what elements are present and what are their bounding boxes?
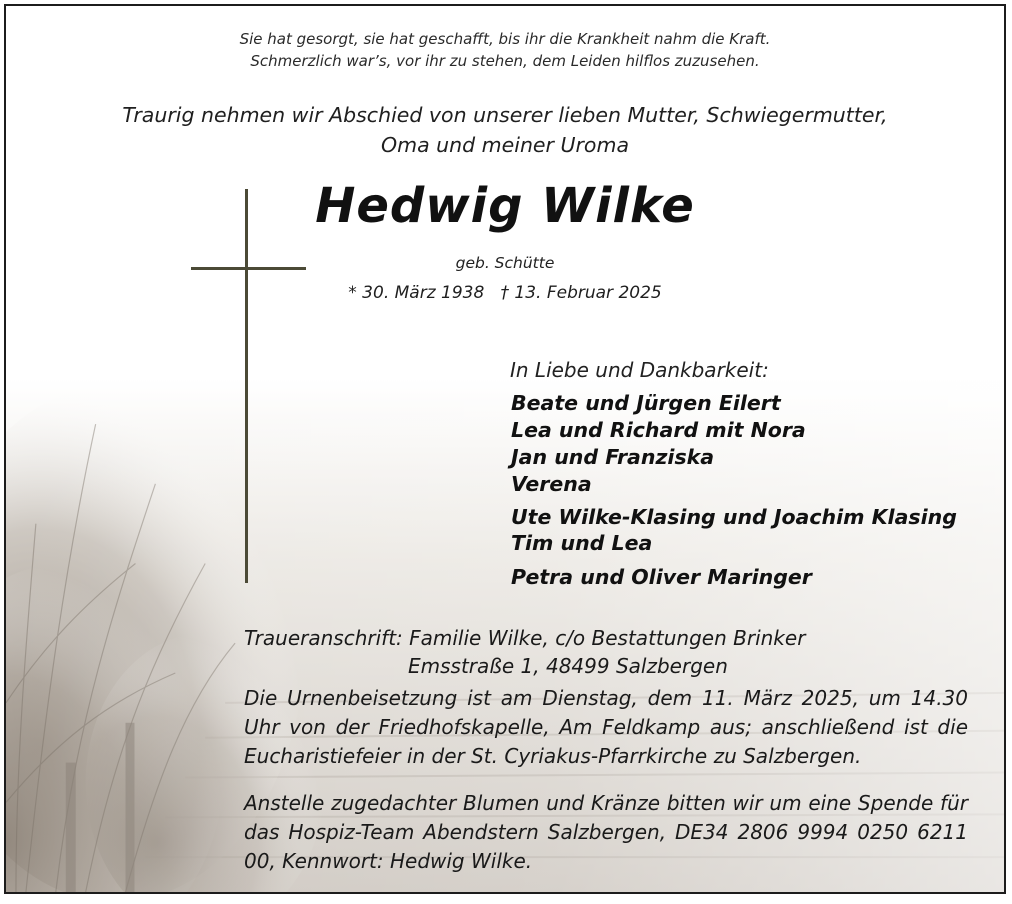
intro-line-2: Oma und meiner Uroma <box>380 133 630 157</box>
obituary-notice <box>4 4 1006 894</box>
cross-icon-vertical <box>245 189 248 583</box>
mourner-line: Petra und Oliver Maringer <box>511 565 812 589</box>
funeral-details: Die Urnenbeisetzung ist am Dienstag, dem 11. März 2025, um 14.30 Uhr von der Friedhofskapelle, Am Feldkamp aus; anschließend ist die Eucharistiefeier in der St. Cyriakus-Pfarrkirche zu Salzbergen. <box>244 686 968 768</box>
mourning-address-line-1: Traueranschrift: Familie Wilke, c/o Bestattungen Brinker <box>244 626 806 650</box>
intro-line-1: Traurig nehmen wir Abschied von unserer lieben Mutter, Schwiegermutter, <box>122 103 888 127</box>
mourner-line: Jan und Franziska <box>511 445 715 469</box>
poem-line-1: Sie hat gesorgt, sie hat geschafft, bis ihr die Krankheit nahm die Kraft. <box>239 30 771 48</box>
mourning-address-line-2: Emsstraße 1, 48499 Salzbergen <box>408 654 728 678</box>
deceased-name: Hedwig Wilke <box>315 178 695 234</box>
mourners-heading: In Liebe und Dankbarkeit: <box>510 358 769 382</box>
donation-request: Anstelle zugedachter Blumen und Kränze bitten wir um eine Spende für das Hospiz-Team Abendstern Salzbergen, DE34 2806 9994 0250 6211 00, Kennwort: Hedwig Wilke. <box>244 791 968 873</box>
mourner-line: Ute Wilke-Klasing und Joachim Klasing <box>511 505 957 529</box>
mourner-line: Lea und Richard mit Nora <box>511 418 806 442</box>
mourner-line: Tim und Lea <box>511 531 653 555</box>
poem-line-2: Schmerzlich war’s, vor ihr zu stehen, dem Leiden hilflos zuzusehen. <box>250 52 760 70</box>
birth-name: geb. Schütte <box>455 254 555 272</box>
life-dates: * 30. März 1938 † 13. Februar 2025 <box>348 283 662 303</box>
mourner-line: Verena <box>511 472 592 496</box>
mourner-line: Beate und Jürgen Eilert <box>511 391 781 415</box>
